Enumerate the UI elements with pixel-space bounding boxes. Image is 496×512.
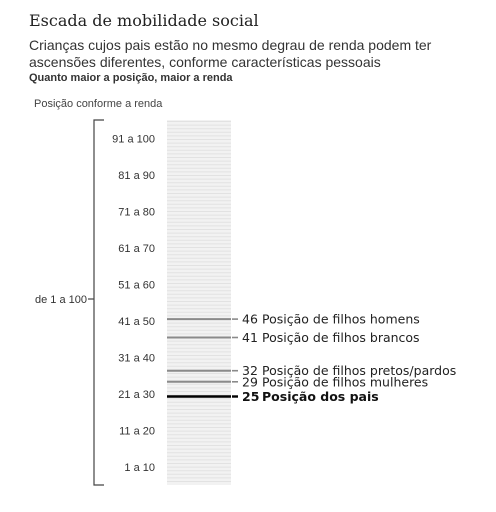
series-label: Posição de filhos brancos bbox=[262, 330, 420, 345]
value-label: 41 bbox=[242, 330, 258, 345]
bracket-line bbox=[94, 120, 104, 485]
tick-label: 1 a 10 bbox=[124, 461, 155, 474]
value-label: 32 bbox=[242, 363, 258, 379]
series-label: Posição de filhos pretos/pardos bbox=[262, 363, 457, 379]
tick-label: 21 a 30 bbox=[118, 388, 155, 401]
tick-label: 91 a 100 bbox=[112, 133, 155, 146]
series-label: Posição de filhos homens bbox=[262, 311, 420, 327]
value-label: 25 bbox=[242, 389, 260, 404]
value-label: 46 bbox=[242, 311, 258, 327]
chart-title: Escada de mobilidade social bbox=[29, 11, 259, 30]
range-label: de 1 a 100 bbox=[35, 294, 87, 306]
y-axis-label: Posição conforme a renda bbox=[34, 98, 163, 110]
ladder-band bbox=[167, 120, 231, 485]
tick-labels bbox=[112, 133, 155, 474]
chart-note: Quanto maior a posição, maior a renda bbox=[29, 72, 233, 84]
tick-label: 41 a 50 bbox=[118, 315, 155, 328]
tick-label: 31 a 40 bbox=[118, 352, 155, 365]
tick-label: 51 a 60 bbox=[118, 279, 155, 292]
chart-subtitle: Crianças cujos pais estão no mesmo degrau de renda podem ter ascensões diferentes, conforme características pessoais bbox=[29, 37, 432, 70]
tick-label: 71 a 80 bbox=[118, 206, 155, 219]
series-label: Posição dos pais bbox=[262, 389, 379, 404]
ladder-background bbox=[167, 120, 231, 485]
range-bracket bbox=[88, 120, 104, 485]
tick-label: 81 a 90 bbox=[118, 169, 155, 182]
value-label: 29 bbox=[242, 374, 258, 390]
tick-label: 11 a 20 bbox=[119, 425, 155, 438]
tick-label: 61 a 70 bbox=[118, 242, 155, 255]
series-label: Posição de filhos mulheres bbox=[262, 374, 429, 390]
